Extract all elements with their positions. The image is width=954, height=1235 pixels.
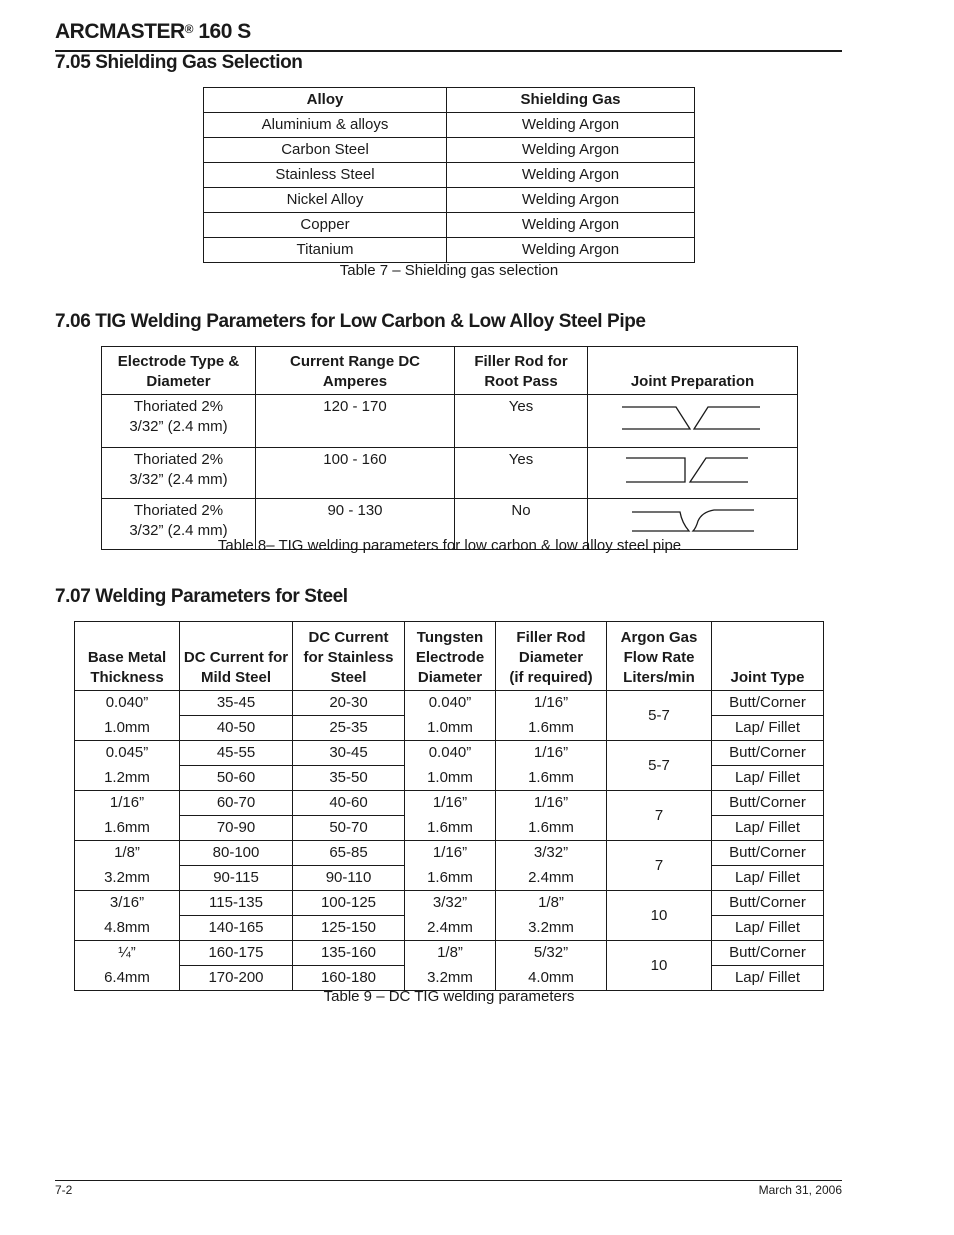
table-cell: 1.0mm	[405, 716, 496, 741]
table-cell: 1/8”	[405, 941, 496, 966]
table-cell: 1/16”	[496, 691, 607, 716]
table-cell: 3.2mm	[405, 966, 496, 991]
table-cell: 160-180	[293, 966, 405, 991]
table-cell: Butt/Corner	[712, 741, 824, 766]
table-row	[75, 791, 824, 816]
table-cell: Stainless Steel	[204, 163, 447, 188]
table-cell: Welding Argon	[447, 163, 695, 188]
column-header: DC Current for Mild Steel	[180, 622, 293, 691]
table-row	[75, 966, 824, 991]
table-cell: 2.4mm	[496, 866, 607, 891]
table-row	[102, 448, 798, 499]
table-cell: 140-165	[180, 916, 293, 941]
table-cell: Yes	[455, 448, 588, 499]
table-cell: 1/8”	[496, 891, 607, 916]
table-row	[75, 916, 824, 941]
table-cell: Welding Argon	[447, 238, 695, 263]
column-header: Joint Type	[712, 622, 824, 691]
column-header: Argon Gas Flow Rate Liters/min	[607, 622, 712, 691]
section-heading-7-06: 7.06 TIG Welding Parameters for Low Carbon & Low Alloy Steel Pipe	[55, 311, 646, 332]
table-cell: Welding Argon	[447, 213, 695, 238]
steel-welding-parameters-table	[74, 621, 824, 991]
table-row	[102, 395, 798, 448]
table-cell: 80-100	[180, 841, 293, 866]
table-cell: 20-30	[293, 691, 405, 716]
table-cell: 0.045”	[75, 741, 180, 766]
table-cell: 1/16”	[75, 791, 180, 816]
table-cell: 5-7	[607, 691, 712, 741]
table-body	[204, 113, 695, 263]
table-cell: Lap/ Fillet	[712, 916, 824, 941]
table-cell: 45-55	[180, 741, 293, 766]
table-cell: 6.4mm	[75, 966, 180, 991]
table-cell: Lap/ Fillet	[712, 966, 824, 991]
table-cell: 170-200	[180, 966, 293, 991]
table-header-row	[102, 347, 798, 395]
table-row	[204, 213, 695, 238]
table-cell: 1.6mm	[496, 766, 607, 791]
table-row	[204, 188, 695, 213]
bevel-groove-joint-icon	[588, 448, 797, 492]
table-cell: Thoriated 2% 3/32” (2.4 mm)	[102, 499, 256, 550]
table-row	[75, 741, 824, 766]
table-header-row	[75, 622, 824, 691]
table-row	[75, 841, 824, 866]
table-9-caption: Table 9 – DC TIG welding parameters	[323, 988, 575, 1005]
table-cell: 3.2mm	[496, 916, 607, 941]
column-header: Shielding Gas	[447, 88, 695, 113]
table-cell: 40-60	[293, 791, 405, 816]
table-row	[75, 866, 824, 891]
column-header: Filler Rod Diameter (if required)	[496, 622, 607, 691]
table-cell: 3.2mm	[75, 866, 180, 891]
table-cell: Butt/Corner	[712, 941, 824, 966]
table-cell: 115-135	[180, 891, 293, 916]
table-cell: 1.6mm	[405, 866, 496, 891]
table-cell: Lap/ Fillet	[712, 766, 824, 791]
tig-pipe-parameters-table	[101, 346, 798, 550]
table-cell: 1/16”	[496, 741, 607, 766]
table-row	[75, 816, 824, 841]
table-cell: 7	[607, 791, 712, 841]
table-cell: 2.4mm	[405, 916, 496, 941]
column-header: Electrode Type & Diameter	[102, 347, 256, 395]
shielding-gas-table	[203, 87, 695, 263]
document-title	[55, 20, 251, 44]
table-cell: 5/32”	[496, 941, 607, 966]
revision-date: March 31, 2006	[758, 1183, 842, 1197]
table-cell: 100 - 160	[256, 448, 455, 499]
footer-rule	[55, 1180, 842, 1181]
table-row	[75, 716, 824, 741]
table-cell: Carbon Steel	[204, 138, 447, 163]
table-cell: 90-115	[180, 866, 293, 891]
column-header: Joint Preparation	[588, 347, 798, 395]
table-cell: 70-90	[180, 816, 293, 841]
table-cell: 0.040”	[405, 741, 496, 766]
table-row	[204, 113, 695, 138]
table-cell: Butt/Corner	[712, 791, 824, 816]
table-cell: Lap/ Fillet	[712, 816, 824, 841]
table-cell: 0.040”	[405, 691, 496, 716]
column-header: Tungsten Electrode Diameter	[405, 622, 496, 691]
table-cell: Titanium	[204, 238, 447, 263]
table-row	[75, 941, 824, 966]
table-cell: Welding Argon	[447, 138, 695, 163]
table-cell: 1/8”	[75, 841, 180, 866]
table-cell: ¼”	[75, 941, 180, 966]
table-cell: Lap/ Fillet	[712, 866, 824, 891]
table-cell: Butt/Corner	[712, 841, 824, 866]
table-cell: 1.0mm	[405, 766, 496, 791]
table-cell: 1/16”	[405, 841, 496, 866]
table-cell: 60-70	[180, 791, 293, 816]
table-cell: 1/16”	[496, 791, 607, 816]
table-cell: 4.0mm	[496, 966, 607, 991]
table-cell: Welding Argon	[447, 113, 695, 138]
table-row	[75, 766, 824, 791]
table-cell: 5-7	[607, 741, 712, 791]
table-cell: Butt/Corner	[712, 691, 824, 716]
column-header: Current Range DC Amperes	[256, 347, 455, 395]
table-cell: 1.6mm	[75, 816, 180, 841]
section-heading-7-07: 7.07 Welding Parameters for Steel	[55, 586, 348, 607]
v-groove-joint-icon	[588, 395, 797, 441]
table-cell: 50-70	[293, 816, 405, 841]
table-7-caption: Table 7 – Shielding gas selection	[339, 262, 559, 279]
table-cell: 90-110	[293, 866, 405, 891]
table-cell: 1.6mm	[496, 716, 607, 741]
table-cell: 3/32”	[496, 841, 607, 866]
table-cell: Aluminium & alloys	[204, 113, 447, 138]
table-cell: 10	[607, 891, 712, 941]
table-cell: Thoriated 2% 3/32” (2.4 mm)	[102, 395, 256, 448]
column-header: DC Current for Stainless Steel	[293, 622, 405, 691]
table-cell: Nickel Alloy	[204, 188, 447, 213]
table-cell: 7	[607, 841, 712, 891]
table-8-caption: Table 8– TIG welding parameters for low carbon & low alloy steel pipe	[217, 537, 682, 554]
table-row	[204, 138, 695, 163]
table-cell: No	[455, 499, 588, 550]
table-cell: Yes	[455, 395, 588, 448]
table-row	[75, 891, 824, 916]
table-cell: Copper	[204, 213, 447, 238]
column-header: Alloy	[204, 88, 447, 113]
title-model: 160 S	[193, 20, 251, 43]
table-row	[204, 163, 695, 188]
table-cell: 100-125	[293, 891, 405, 916]
column-header: Filler Rod for Root Pass	[455, 347, 588, 395]
table-cell: 30-45	[293, 741, 405, 766]
table-cell: 1.0mm	[75, 716, 180, 741]
table-cell: 1.2mm	[75, 766, 180, 791]
table-cell: Thoriated 2% 3/32” (2.4 mm)	[102, 448, 256, 499]
table-cell: 4.8mm	[75, 916, 180, 941]
table-cell: 25-35	[293, 716, 405, 741]
table-cell: 3/16”	[75, 891, 180, 916]
section-heading-7-05: 7.05 Shielding Gas Selection	[55, 52, 303, 73]
table-cell: 0.040”	[75, 691, 180, 716]
table-cell: 50-60	[180, 766, 293, 791]
registered-mark: ®	[184, 22, 194, 36]
table-cell: Lap/ Fillet	[712, 716, 824, 741]
table-row	[75, 691, 824, 716]
table-cell: 35-50	[293, 766, 405, 791]
table-cell: 3/32”	[405, 891, 496, 916]
table-cell: 10	[607, 941, 712, 991]
table-cell	[588, 395, 798, 448]
table-cell: 65-85	[293, 841, 405, 866]
table-cell: 1/16”	[405, 791, 496, 816]
table-row	[204, 238, 695, 263]
table-cell: 90 - 130	[256, 499, 455, 550]
table-cell: 35-45	[180, 691, 293, 716]
table-cell: 120 - 170	[256, 395, 455, 448]
table-cell: 160-175	[180, 941, 293, 966]
table-cell: 125-150	[293, 916, 405, 941]
table-cell: 1.6mm	[496, 816, 607, 841]
table-cell: 135-160	[293, 941, 405, 966]
column-header: Base Metal Thickness	[75, 622, 180, 691]
table-cell	[588, 448, 798, 499]
table-cell: Welding Argon	[447, 188, 695, 213]
table-cell: 1.6mm	[405, 816, 496, 841]
table-body	[75, 691, 824, 991]
page-number: 7-2	[55, 1183, 73, 1197]
table-cell: 40-50	[180, 716, 293, 741]
table-header-row	[204, 88, 695, 113]
table-cell: Butt/Corner	[712, 891, 824, 916]
title-brand: ARCMASTER	[55, 20, 185, 43]
